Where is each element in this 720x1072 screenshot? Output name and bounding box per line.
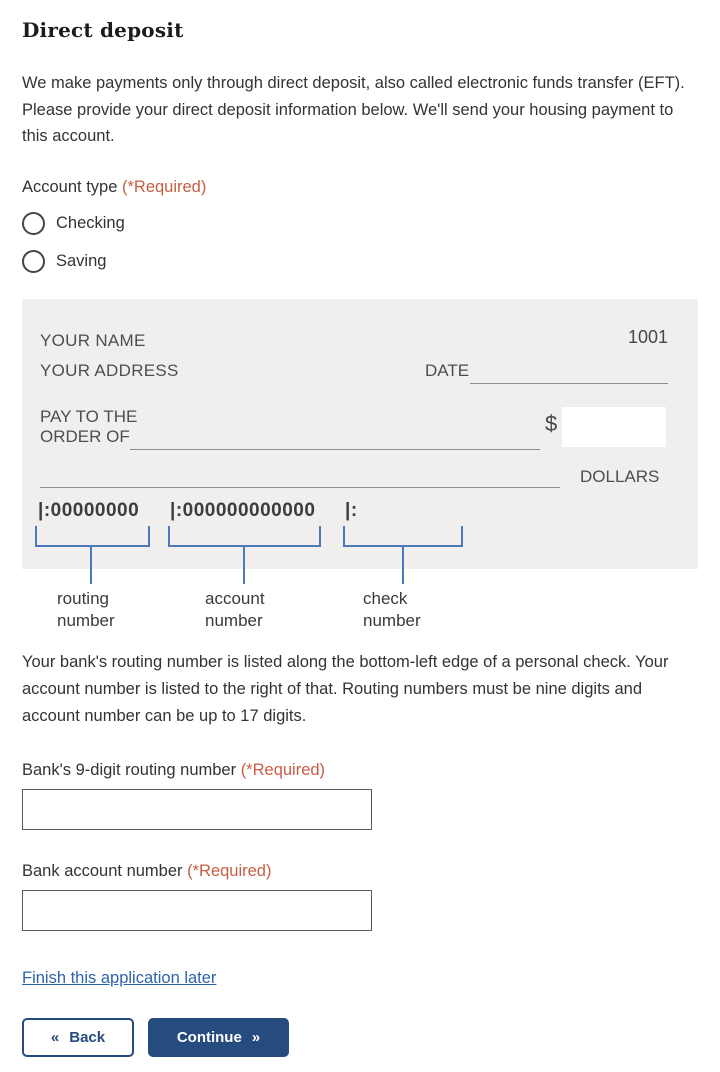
- routing-number-callout: [57, 588, 115, 632]
- radio-saving-label[interactable]: Saving: [56, 252, 107, 271]
- finish-later-link[interactable]: Finish this application later: [22, 969, 217, 988]
- radio-saving[interactable]: [22, 250, 45, 273]
- account-number-required: (*Required): [187, 862, 272, 881]
- account-callout-line2: number: [205, 610, 263, 630]
- continue-button[interactable]: [148, 1018, 289, 1057]
- account-number-label-text: Bank account number: [22, 862, 188, 881]
- check-your-address: YOUR ADDRESS: [40, 361, 179, 381]
- back-chevrons-icon: «: [50, 1029, 60, 1047]
- continue-chevrons-icon: »: [251, 1029, 261, 1047]
- check-number-bracket-stem: [402, 547, 404, 584]
- check-dollars-label: DOLLARS: [580, 467, 660, 487]
- routing-callout-line1: routing: [57, 589, 109, 609]
- radio-checking-label[interactable]: Checking: [56, 214, 125, 233]
- routing-explanation-paragraph: Your bank's routing number is listed along the bottom-left edge of a personal check. Your account number is listed to the right of that. Routing numbers must be nine digits and account number can be up to 17 digits.: [22, 653, 669, 725]
- micr-check-number: |:: [345, 500, 358, 522]
- check-date-label: DATE: [425, 361, 470, 381]
- routing-number-required: (*Required): [240, 761, 326, 780]
- account-type-label-text: Account type: [22, 178, 122, 197]
- check-number-callout: [363, 588, 421, 632]
- check-number-bracket: [343, 526, 463, 547]
- micr-routing-number: |:00000000: [38, 500, 140, 522]
- account-number-group: [22, 862, 698, 931]
- account-number-callout: [205, 588, 265, 632]
- check-order-of: ORDER OF: [40, 427, 130, 447]
- routing-bracket: [35, 526, 150, 547]
- intro-paragraph: We make payments only through direct deposit, also called electronic funds transfer (EFT). Please provide your direct deposit information below. We'll send your housing payment to this account.: [22, 74, 685, 146]
- account-bracket: [168, 526, 321, 547]
- check-callout-line2: number: [363, 610, 421, 630]
- account-number-input[interactable]: [22, 890, 372, 931]
- sample-check-figure: [22, 299, 698, 633]
- check-payee-line: [130, 449, 540, 450]
- check-amount-box: [562, 407, 666, 447]
- account-type-required: (*Required): [121, 178, 207, 197]
- back-button[interactable]: [22, 1018, 134, 1057]
- check-dollars-line: [40, 487, 560, 488]
- back-button-label: Back: [69, 1029, 106, 1047]
- account-type-label: [22, 178, 698, 197]
- routing-number-input[interactable]: [22, 789, 372, 830]
- account-bracket-stem: [243, 547, 245, 584]
- account-number-label: [22, 862, 698, 881]
- check-date-line: [470, 383, 668, 384]
- check-number-1001: 1001: [627, 327, 668, 348]
- micr-account-number: |:000000000000: [170, 500, 316, 522]
- form-navigation: [22, 1018, 698, 1057]
- routing-number-label-text: Bank's 9-digit routing number: [22, 761, 241, 780]
- routing-callout-line2: number: [57, 610, 115, 630]
- radio-option-saving[interactable]: [22, 250, 698, 273]
- continue-button-label: Continue: [176, 1029, 242, 1047]
- radio-option-checking[interactable]: [22, 212, 698, 235]
- check-callout-line1: check: [363, 589, 408, 609]
- page-title: Direct deposit: [22, 18, 184, 42]
- routing-bracket-stem: [90, 547, 92, 584]
- account-callout-line1: account: [205, 589, 265, 609]
- check-your-name: YOUR NAME: [40, 331, 146, 351]
- routing-number-label: [22, 761, 698, 780]
- check-dollar-sign: $: [545, 411, 558, 437]
- check-pay-to-the: PAY TO THE: [40, 407, 138, 427]
- radio-checking[interactable]: [22, 212, 45, 235]
- routing-number-group: [22, 761, 698, 830]
